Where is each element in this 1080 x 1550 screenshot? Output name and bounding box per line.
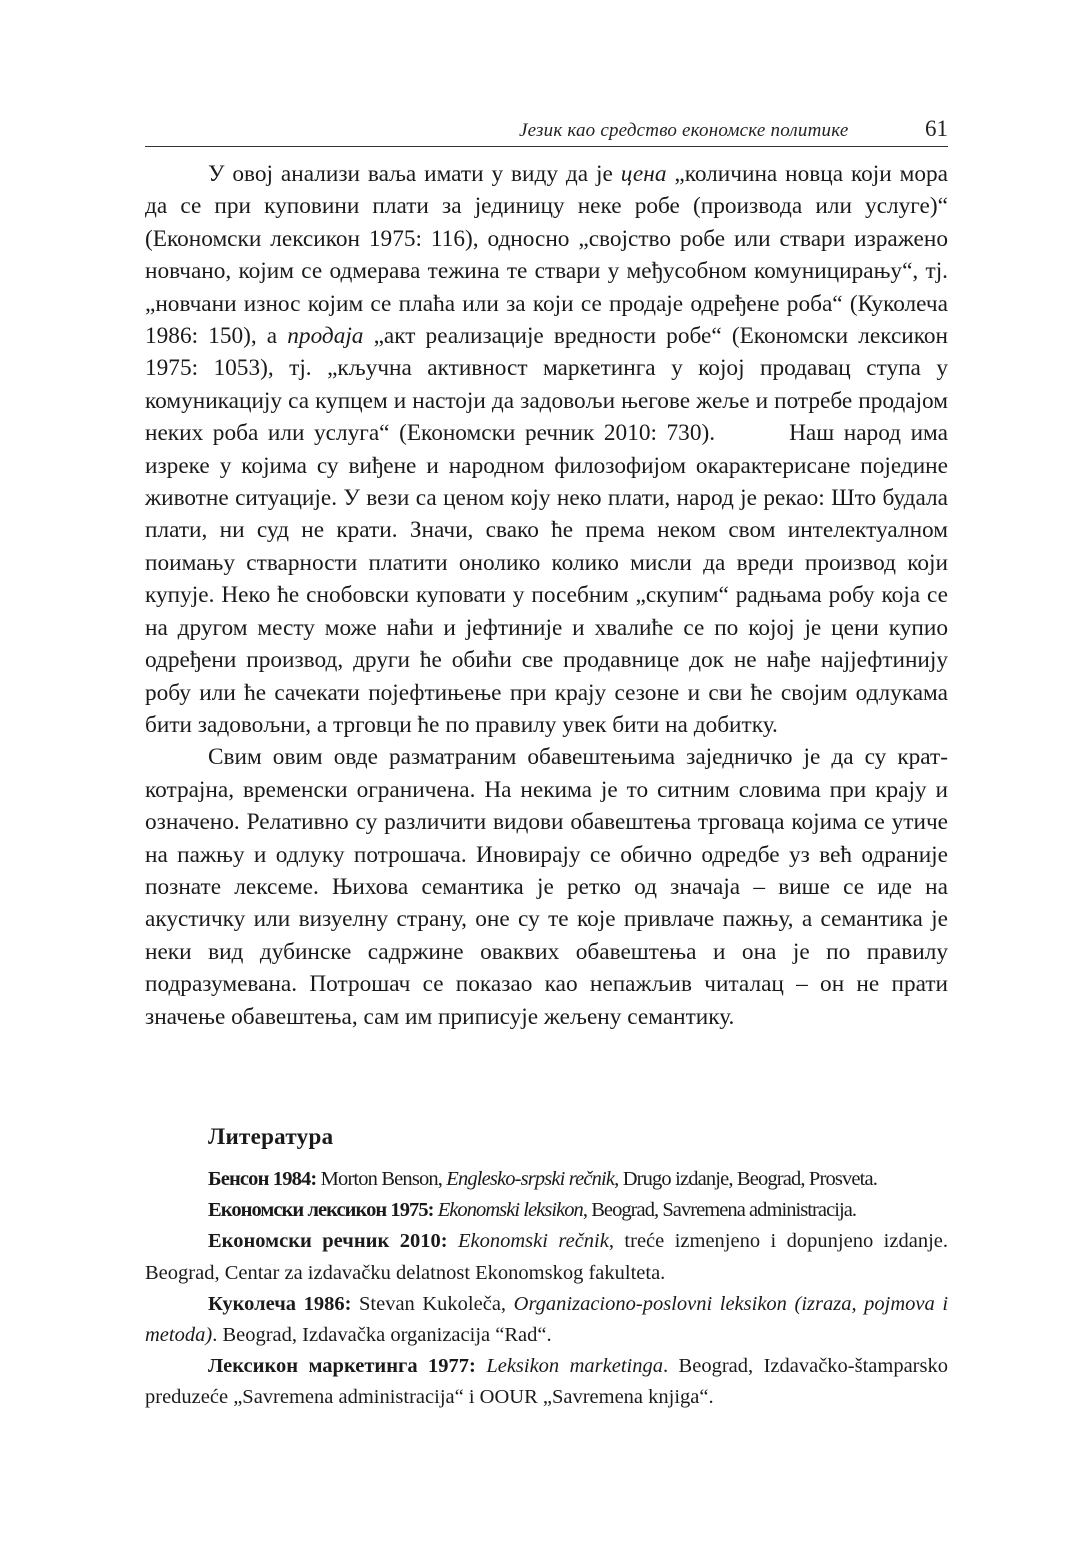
reference-title: Ekonomski rečnik (458, 1230, 609, 1253)
reference-text: Stevan Kukoleča, (351, 1292, 514, 1315)
reference-item (145, 1351, 948, 1413)
reference-key: Економски лексикон 1975: (208, 1199, 434, 1222)
term-prodaja: продаја (287, 323, 364, 350)
reference-key: Куколеча 1986: (208, 1292, 352, 1315)
running-header (145, 116, 948, 147)
reference-text: Morton Benson, (316, 1168, 447, 1190)
reference-text: , treće izmenjeno i dopunjeno izdanje. Beograd, Centar za izdavačku delatnost Ekonomskog fakulteta. (145, 1230, 948, 1284)
reference-item (145, 1164, 948, 1195)
reference-text: . Beograd, Izdavačka organizacija “Rad“. (212, 1324, 552, 1347)
reference-title: Englesko-srpski rečnik (446, 1168, 615, 1190)
paragraph-price-sale (145, 158, 948, 741)
text-run: Наш народ има изреке у којима су виђене и народном филозофијом окарактерисане поједине животне ситуације. У вези са ценом коју неко плати, народ је рекао: Што будала плати, ни суд не крати. Значи, свако ће према неком свом интелектуалном поимању стварности платити онолико колико мисли да вреди производ који купује. Неко ће снобовски куповати у посебним „скупим“ радњама робу која се на другом месту може наћи и јефтиније и хвалиће се по којој је цени купио одређени производ, други ће обићи све продавнице док не нађе најјефтинију робу или ће сачекати појефтињење при крају сезоне и сви ће својим одлукама бити задовољни, а трговци ће по правилу увек бити на добитку. (145, 420, 948, 738)
reference-text (448, 1230, 458, 1252)
reference-item (145, 1226, 948, 1288)
reference-key: Економски речник 2010: (208, 1230, 448, 1253)
reference-title: Ekonomski leksikon (437, 1199, 583, 1222)
reference-title: Organizaciono-poslovni leksikon (izraza, pojmova i metoda) (145, 1292, 949, 1347)
reference-key: Бенсон 1984: (208, 1168, 317, 1190)
text-run: „акт реализације вредности робе“ (Економски лексикон 1975: 1053), тј. „кључна активност маркетинга у којој продавац ступа у комуникацију са купцем и настоји да задовољи његове жеље и потребе продајом неких роба или услуга“ (Економски речник 2010: 730). (145, 323, 948, 447)
running-title: Језик као средство економске политике (519, 120, 849, 141)
reference-item (145, 1195, 948, 1226)
reference-text: , Beograd, Savremena administracija. (582, 1199, 857, 1222)
reference-text: . Beograd, Izdavačko-štamparsko preduzeće „Savremena administracija“ i OOUR „Savremena knjiga“. (145, 1355, 948, 1409)
page-number: 61 (925, 116, 948, 141)
literature-heading: Литература (208, 1124, 334, 1149)
reference-text: , Drugo izdanje, Beograd, Prosveta. (614, 1168, 878, 1190)
text-run: У овој анализи ваља имати у виду да је (208, 161, 621, 187)
reference-text (476, 1355, 486, 1377)
reference-key: Лексикон маркетинга 1977: (208, 1355, 476, 1378)
reference-list (145, 1164, 948, 1414)
reference-item (145, 1289, 948, 1351)
body-text (145, 158, 948, 1033)
reference-title: Leksikon marketinga (486, 1355, 663, 1378)
text-run: „количина новца који мора да се при куповини плати за јединицу неке робе (производа или услуге)“ (Економски лексикон 1975: 116), односно „својство робе или ствари изражено новчано, којим се одмерава тежина те ствари у међусобном комуницирању“, тј. „новчани износ којим се плаћа или за који се продаје одређене роба“ (Куколеча 1986: 150), а (145, 161, 948, 350)
paragraph-conclusion: Свим овим овде разматраним обавештењима заједничко је да су краткотрајна, временски ограничена. На некима је то ситним словима при крају и означено. Релативно су различити видови обавештења трговаца којима се утиче на пажњу и одлуку потрошача. Иновирају се обично одредбе уз већ одраније познате лексеме. Њихова семантика је ретко од значаја – више се иде на акустичку или визуелну страну, оне су те које привлаче пажњу, а семантика је неки вид дубинске садржине оваквих обавештења и она је по правилу подразумевана. Потрошач се показао као непажљив читалац – он не прати значење обавештења, сам им приписује жељену семантику. (145, 744, 948, 1030)
term-cena: цена (620, 161, 667, 187)
